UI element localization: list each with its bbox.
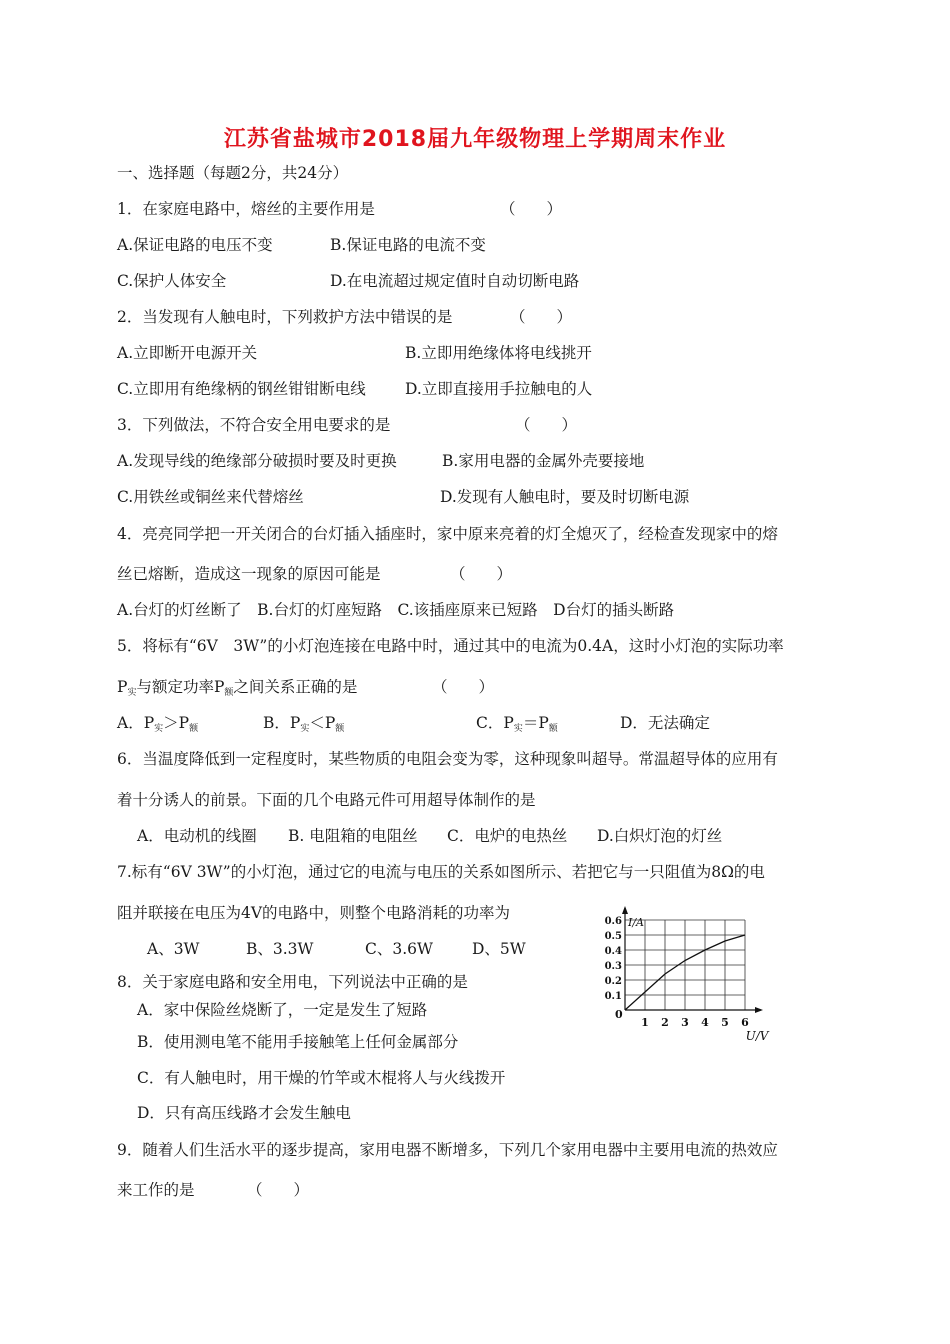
q3-stem: 3．下列做法，不符合安全用电要求的是	[117, 416, 391, 434]
q5-c-rel: ＝P	[522, 714, 549, 732]
q8-option-b: B．使用测电笔不能用手接触笔上任何金属部分	[137, 1033, 459, 1051]
q6-option-b: B. 电阻箱的电阻丝	[288, 827, 418, 845]
y-tick-label: 0.5	[604, 931, 622, 942]
q1-option-a: A.保证电路的电压不变	[117, 236, 273, 254]
q5-c-sub2: 额	[548, 724, 558, 734]
q8-option-d: D．只有高压线路才会发生触电	[137, 1104, 351, 1122]
q5-sub-actual: 实	[127, 688, 137, 698]
y-tick-label: 0.2	[604, 976, 622, 987]
q1-option-d: D.在电流超过规定值时自动切断电路	[330, 272, 580, 290]
x-tick-label: 6	[741, 1016, 749, 1029]
q1-answer-paren: （ ）	[500, 200, 563, 218]
q5-a-pre: A．P	[117, 714, 155, 732]
q8-stem: 8．关于家庭电路和安全用电，下列说法中正确的是	[117, 973, 468, 991]
q3-option-c: C.用铁丝或铜丝来代替熔丝	[117, 488, 304, 506]
x-tick-label: 2	[661, 1016, 669, 1029]
y-tick-label: 0.1	[604, 991, 622, 1002]
q8-option-c: C．有人触电时，用干燥的竹竿或木棍将人与火线拨开	[137, 1069, 506, 1087]
q3-option-b: B.家用电器的金属外壳要接地	[442, 452, 645, 470]
q5-b-sub2: 额	[335, 724, 345, 734]
q7-stem-line1: 7.标有“6V 3W”的小灯泡，通过它的电流与电压的关系如图所示、若把它与一只阻值为8Ω的电	[117, 863, 765, 881]
x-tick-label: 4	[701, 1016, 709, 1029]
q6-stem-line2: 着十分诱人的前景。下面的几个电路元件可用超导体制作的是	[117, 791, 536, 809]
q5-a-rel: ＞P	[163, 714, 190, 732]
q2-option-b: B.立即用绝缘体将电线挑开	[405, 344, 592, 362]
q5-c-pre: C．P	[476, 714, 514, 732]
q5-a-sub1: 实	[154, 724, 164, 734]
q2-stem: 2．当发现有人触电时，下列救护方法中错误的是	[117, 308, 453, 326]
q3-option-a: A.发现导线的绝缘部分破损时要及时更换	[117, 452, 397, 470]
y-axis-label: I/A	[628, 916, 644, 929]
y-tick-label: 0.6	[604, 916, 622, 927]
q7-iu-chart	[595, 905, 795, 1045]
y-axis-arrow	[622, 906, 628, 914]
q2-option-c: C.立即用有绝缘柄的钢丝钳钳断电线	[117, 380, 366, 398]
q3-option-d: D.发现有人触电时，要及时切断电源	[440, 488, 690, 506]
q7-option-a: A、3W	[147, 940, 200, 958]
q2-option-d: D.立即直接用手拉触电的人	[405, 380, 593, 398]
q5-option-b	[263, 713, 344, 739]
q5-b-rel: ＜P	[309, 714, 336, 732]
y-tick-label: 0.3	[604, 961, 622, 972]
y-tick-label: 0.4	[604, 946, 622, 957]
q7-option-b: B、3.3W	[246, 940, 314, 958]
q5-b-pre: B．P	[263, 714, 301, 732]
q7-stem-line2: 阻并联接在电压为4V的电路中，则整个电路消耗的功率为	[117, 904, 511, 922]
q4-options: A.台灯的灯丝断了 B.台灯的灯座短路 C.该插座原来已短路 D台灯的插头断路	[117, 601, 675, 619]
x-axis-label: U/V	[745, 1029, 769, 1043]
q6-option-a: A．电动机的线圈	[137, 827, 257, 845]
x-tick-label: 0	[615, 1008, 623, 1021]
q2-option-a: A.立即断开电源开关	[117, 344, 258, 362]
q5-option-d: D．无法确定	[620, 714, 710, 732]
q5-b-sub1: 实	[300, 724, 310, 734]
q5-option-c	[476, 713, 558, 739]
q5-stem-tail: 之间关系正确的是	[233, 678, 358, 696]
q9-stem-line2: 来工作的是	[117, 1181, 195, 1199]
page-title: 江苏省盐城市2018届九年级物理上学期周末作业	[223, 127, 727, 152]
x-tick-label: 3	[681, 1016, 689, 1029]
q4-answer-paren: （ ）	[450, 565, 513, 583]
q7-option-c: C、3.6W	[365, 940, 433, 958]
x-tick-label: 1	[641, 1016, 649, 1029]
q1-stem: 1．在家庭电路中，熔丝的主要作用是	[117, 200, 375, 218]
q5-answer-paren: （ ）	[432, 678, 495, 696]
q3-answer-paren: （ ）	[515, 416, 578, 434]
q8-option-a: A．家中保险丝烧断了，一定是发生了短路	[137, 1001, 428, 1019]
q6-option-d: D.白炽灯泡的灯丝	[597, 827, 723, 845]
q5-p-symbol: P	[117, 678, 128, 696]
q5-stem-line2	[117, 677, 357, 703]
q6-stem-line1: 6．当温度降低到一定程度时，某些物质的电阻会变为零，这种现象叫超导。常温超导体的应用有	[117, 750, 778, 768]
q7-option-d: D、5W	[472, 940, 526, 958]
q5-a-sub2: 额	[189, 724, 199, 734]
section-heading: 一、选择题（每题2分，共24分）	[117, 164, 349, 182]
q2-answer-paren: （ ）	[510, 308, 573, 326]
q5-stem-mid: 与额定功率P	[136, 678, 225, 696]
q5-stem-line1: 5．将标有“6V 3W”的小灯泡连接在电路中时，通过其中的电流为0.4A，这时小灯泡的实际功率	[117, 637, 784, 655]
q9-answer-paren: （ ）	[247, 1181, 310, 1199]
q9-stem-line1: 9．随着人们生活水平的逐步提高，家用电器不断增多，下列几个家用电器中主要用电流的热效应	[117, 1141, 778, 1159]
q5-c-sub1: 实	[513, 724, 523, 734]
q1-option-b: B.保证电路的电流不变	[330, 236, 486, 254]
q4-stem-line1: 4．亮亮同学把一开关闭合的台灯插入插座时，家中原来亮着的灯全熄灭了，经检查发现家中的熔	[117, 525, 778, 543]
q1-option-c: C.保护人体安全	[117, 272, 227, 290]
q5-option-a	[117, 713, 198, 739]
x-axis-arrow	[755, 1007, 763, 1013]
q6-option-c: C．电炉的电热丝	[447, 827, 568, 845]
q5-sub-rated: 额	[224, 688, 234, 698]
x-tick-label: 5	[721, 1016, 729, 1029]
q4-stem-line2: 丝已熔断，造成这一现象的原因可能是	[117, 565, 381, 583]
